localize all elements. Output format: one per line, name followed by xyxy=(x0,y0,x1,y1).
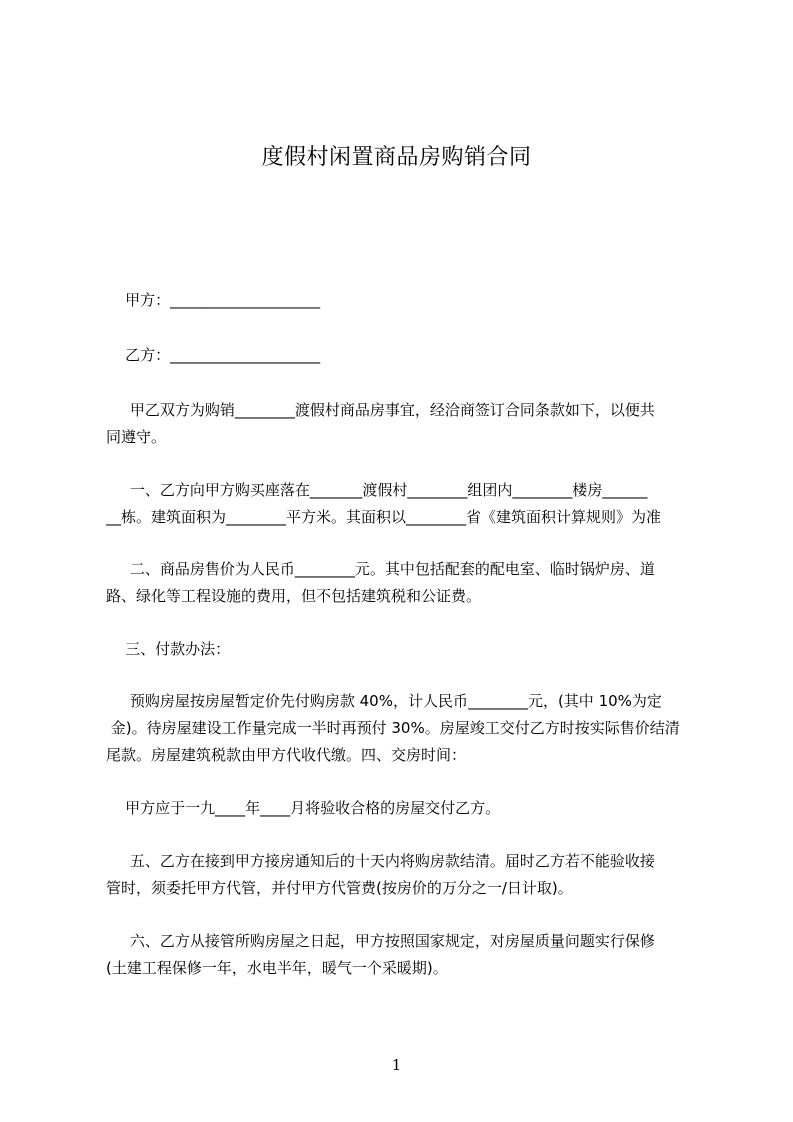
payment-line: 尾款。房屋建筑税款由甲方代收代缴。四、交房时间： xyxy=(106,746,467,764)
preamble-line: 同遵守。 xyxy=(106,428,167,446)
clause-3-heading: 三、付款办法： xyxy=(106,640,231,658)
preamble-line: 甲乙双方为购销________渡假村商品房事宜，经洽商签订合同条款如下，以便共 xyxy=(106,401,655,419)
clause-6-line: (土建工程保修一年，水电半年，暖气一个采暖期)。 xyxy=(106,959,448,977)
page-number: 1 xyxy=(391,1056,402,1074)
clause-6-line: 六、乙方从接管所购房屋之日起，甲方按照国家规定，对房屋质量问题实行保修 xyxy=(106,932,655,950)
clause-2-line: 二、商品房售价为人民币________元。其中包括配套的配电室、临时锅炉房、道 xyxy=(106,560,655,578)
payment-line: 金)。待房屋建设工作量完成一半时再预付 30%。房屋竣工交付乙方时按实际售价结清 xyxy=(106,719,680,737)
clause-1-line: __栋。建筑面积为________平方米。其面积以________省《建筑面积计算规则》为准 xyxy=(106,508,662,526)
document-title: 度假村闲置商品房购销合同 xyxy=(261,145,532,170)
party-a-line: 甲方：____________________ xyxy=(106,291,321,309)
party-b-line: 乙方：____________________ xyxy=(106,346,321,364)
clause-2-line: 路、绿化等工程设施的费用，但不包括建筑税和公证费。 xyxy=(106,587,482,605)
delivery-line: 甲方应于一九____年____月将验收合格的房屋交付乙方。 xyxy=(106,799,501,817)
clause-5-line: 管时，须委托甲方代管，并付甲方代管费(按房价的万分之一/日计取)。 xyxy=(106,879,573,897)
clause-5-line: 五、乙方在接到甲方接房通知后的十天内将购房款结清。届时乙方若不能验收接 xyxy=(106,852,655,870)
clause-1-line: 一、乙方向甲方购买座落在_______渡假村________组团内________楼房______ xyxy=(106,481,648,499)
payment-line: 预购房屋按房屋暂定价先付购房款 40%，计人民币________元，(其中 10%为定 xyxy=(106,692,662,710)
